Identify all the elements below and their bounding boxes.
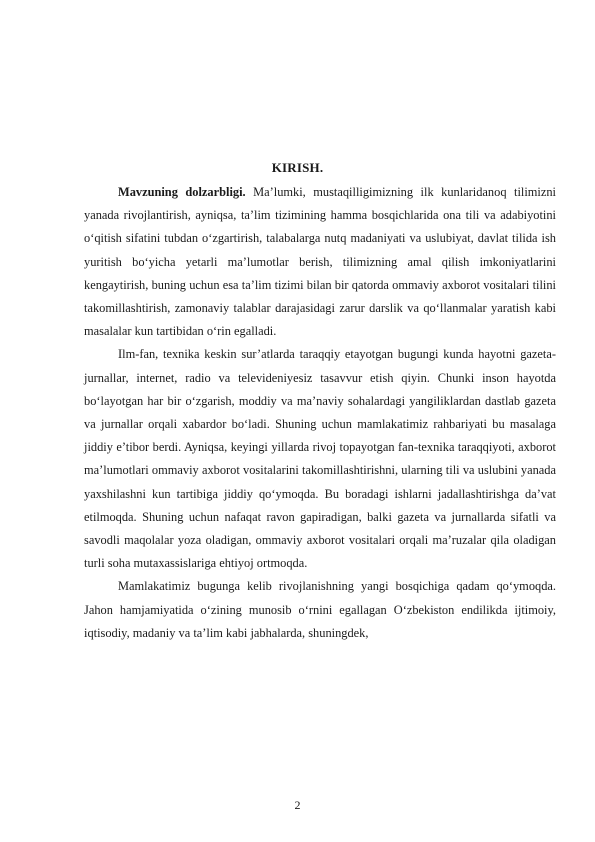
- body-text: [84, 181, 556, 645]
- paragraph-text: Ilm-fan, texnika keskin sur’atlarda taraqqiy etayotgan bugungi kunda hayotni gazeta-jurnallar, internet, radio va televideniyesiz tasavvur etish qiyin. Chunki inson hayotda bo‘layotgan har bir o‘zgarish, moddiy va ma’naviy sohalardagi yangiliklardan dastlab gazeta va jurnallar orqali xabardor bo‘ladi. Shuning uchun mamlakatimiz rahbariyati bu masalaga jiddiy e’tibor berdi. Ayniqsa, keyingi yillarda rivoj topayotgan fan-texnika taraqqiyoti, axborot ma’lumotlari ommaviy axborot vositalarini takomillashtirishni, ularning tili va uslubini yanada yaxshilashni kun tartibiga jiddiy qo‘ymoqda. Bu boradagi ishlarni jadallashtirishga da’vat etilmoqda. Shuning uchun nafaqat ravon gapiradigan, balki gazeta va jurnallarda sifatli va savodli maqolalar yoza oladigan, ommaviy axborot vositalari orqali ma’ruzalar qila oladigan turli soha mutaxassislariga ehtiyoj ortmoqda.: [84, 347, 556, 571]
- paragraph-text: Mamlakatimiz bugunga kelib rivojlanishning yangi bosqichiga qadam qo‘ymoqda. Jahon hamjamiyatida o‘zining munosib o‘rnini egallagan O‘zbekiston endilikda ijtimoiy, iqtisodiy, madaniy va ta’lim kabi jabhalarda, shuningdek,: [84, 579, 556, 640]
- paragraph-lead: Mavzuning dolzarbligi.: [118, 185, 246, 199]
- section-heading: KIRISH.: [271, 160, 324, 175]
- paragraph-country: [84, 575, 556, 645]
- paragraph-relevance: [84, 181, 556, 343]
- paragraph-media: [84, 343, 556, 575]
- paragraph-text: Ma’lumki, mustaqilligimizning ilk kunlaridanoq tilimizni yanada rivojlantirish, ayniqsa, ta’lim tizimining hamma bosqichlarida ona tili va adabiyotini o‘qitish sifatini tubdan o‘zgartirish, talabalarga nutq madaniyati va uslubiyat, davlat tilida ish yuritish bo‘yicha yetarli ma’lumotlar berish, tilimizning amal qilish imkoniyatlarini kengaytirish, buning uchun esa ta’lim tizimi bilan bir qatorda ommaviy axborot vositalari tilini takomillashtirish, zamonaviy talablar darajasidagi zarur darslik va qo‘llanmalar yaratish kabi masalalar kun tartibidan o‘rin egalladi.: [84, 185, 556, 339]
- page-number: 2: [294, 798, 301, 812]
